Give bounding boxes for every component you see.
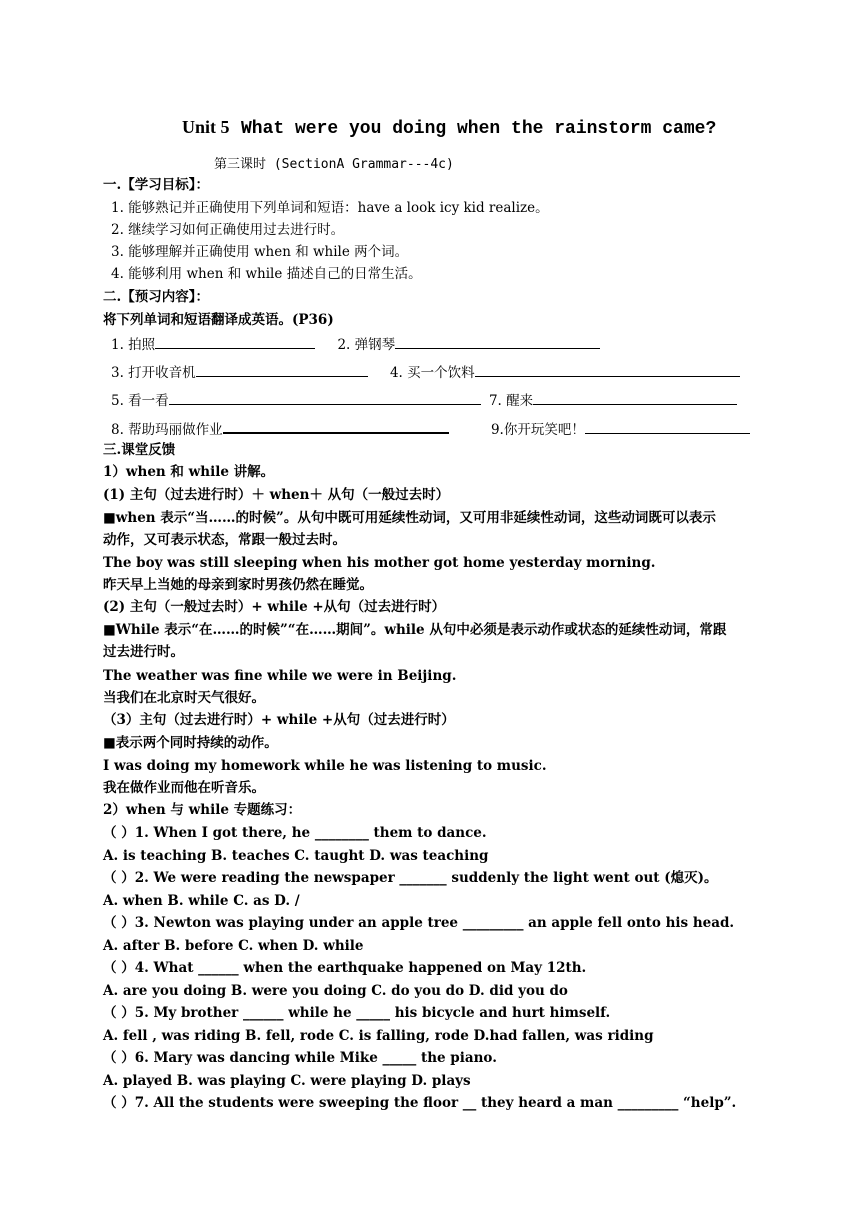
objective-item-1: 1. 能够熟记并正确使用下列单词和短语：have a look icy kid realize。 xyxy=(111,200,549,216)
translate-item-1: 1. 拍照 xyxy=(111,337,156,353)
translate-item-4: 4. 买一个饮料 xyxy=(389,365,475,381)
unit-question: What were you doing when the rainstorm came? xyxy=(240,119,717,139)
example1-en: The boy was still sleeping when his mother got home yesterday morning. xyxy=(103,555,656,571)
objective-item-4: 4. 能够利用 when 和 while 描述自己的日常生活。 xyxy=(111,266,422,282)
example1-zh: 昨天早上当她的母亲到家时男孩仍然在睡觉。 xyxy=(103,577,373,593)
answer-blank-7[interactable] xyxy=(533,390,737,405)
translate-item-3: 3. 打开收音机 xyxy=(111,365,196,381)
section2-heading: 二.【预习内容】： xyxy=(103,289,209,305)
question-4: （ ）4. What ______ when the earthquake happened on May 12th. xyxy=(103,960,587,976)
question-1-options: A. is teaching B. teaches C. taught D. was teaching xyxy=(103,848,489,864)
translate-row-2 xyxy=(111,362,740,382)
translate-item-5: 5. 看一看 xyxy=(111,393,169,409)
rule1-desc-b: 动作，又可表示状态，常跟一般过去时。 xyxy=(103,532,346,548)
rule1: (1) 主句（过去进行时）＋ when＋ 从句（一般过去时） xyxy=(103,487,450,503)
part2-heading: 2）when 与 while 专题练习： xyxy=(103,802,302,818)
question-2: （ ）2. We were reading the newspaper _______ suddenly the light went out (熄灭)。 xyxy=(103,870,718,886)
translate-item-9: 9.你开玩笑吧！ xyxy=(490,422,585,438)
objective-item-2: 2. 继续学习如何正确使用过去进行时。 xyxy=(111,222,345,238)
question-4-options: A. are you doing B. were you doing C. do you do D. did you do xyxy=(103,983,568,999)
translate-row-3 xyxy=(111,390,737,410)
question-7: （ ）7. All the students were sweeping the floor __ they heard a man _________ “help”. xyxy=(103,1095,737,1111)
question-1: （ ）1. When I got there, he ________ them to dance. xyxy=(103,825,487,841)
question-6: （ ）6. Mary was dancing while Mike _____ the piano. xyxy=(103,1050,497,1066)
rule2-desc-b: 过去进行时。 xyxy=(103,644,184,660)
example2-en: The weather was fine while we were in Beijing. xyxy=(103,668,457,684)
translate-item-7: 7. 醒来 xyxy=(488,393,534,409)
section3-heading: 三.课堂反馈 xyxy=(103,442,176,458)
translate-row-4 xyxy=(111,418,750,439)
rule2: (2) 主句（一般过去时）+ while +从句（过去进行时） xyxy=(103,599,446,615)
section2-instruction: 将下列单词和短语翻译成英语。(P36) xyxy=(103,312,334,328)
example2-zh: 当我们在北京时天气很好。 xyxy=(103,690,265,706)
answer-blank-3[interactable] xyxy=(196,362,368,377)
translate-row-1 xyxy=(111,334,600,354)
lesson-subtitle: 第三课时 (SectionA Grammar---4c) xyxy=(214,157,454,172)
question-3-options: A. after B. before C. when D. while xyxy=(103,938,364,954)
answer-blank-9[interactable] xyxy=(585,419,750,434)
answer-blank-8[interactable] xyxy=(223,418,449,434)
objective-item-3: 3. 能够理解并正确使用 when 和 while 两个词。 xyxy=(111,244,409,260)
rule3: （3）主句（过去进行时）+ while +从句（过去进行时） xyxy=(103,712,455,728)
part1-heading: 1）when 和 while 讲解。 xyxy=(103,464,275,480)
page-title xyxy=(182,117,716,139)
answer-blank-1[interactable] xyxy=(155,334,315,349)
answer-blank-5[interactable] xyxy=(169,390,481,405)
translate-item-8: 8. 帮助玛丽做作业 xyxy=(111,422,223,438)
section1-heading: 一.【学习目标】： xyxy=(103,177,209,193)
question-5: （ ）5. My brother ______ while he _____ his bicycle and hurt himself. xyxy=(103,1005,611,1021)
rule3-desc: ■表示两个同时持续的动作。 xyxy=(103,735,278,751)
unit-label: Unit 5 xyxy=(182,117,230,137)
answer-blank-4[interactable] xyxy=(475,362,740,377)
question-2-options: A. when B. while C. as D. / xyxy=(103,893,300,909)
example3-zh: 我在做作业而他在听音乐。 xyxy=(103,780,265,796)
example3-en: I was doing my homework while he was listening to music. xyxy=(103,758,547,774)
translate-item-2: 2. 弹钢琴 xyxy=(337,337,396,353)
answer-blank-2[interactable] xyxy=(395,334,600,349)
question-5-options: A. fell , was riding B. fell, rode C. is falling, rode D.had fallen, was riding xyxy=(103,1028,654,1044)
rule1-desc-a: ■when 表示“当……的时候”。从句中既可用延续性动词，又可用非延续性动词，这些动词既可以表示 xyxy=(103,510,716,526)
rule2-desc-a: ■While 表示“在……的时候”“在……期间”。while 从句中必须是表示动作或状态的延续性动词，常跟 xyxy=(103,622,727,638)
question-6-options: A. played B. was playing C. were playing D. plays xyxy=(103,1073,471,1089)
question-3: （ ）3. Newton was playing under an apple tree _________ an apple fell onto his head. xyxy=(103,915,735,931)
